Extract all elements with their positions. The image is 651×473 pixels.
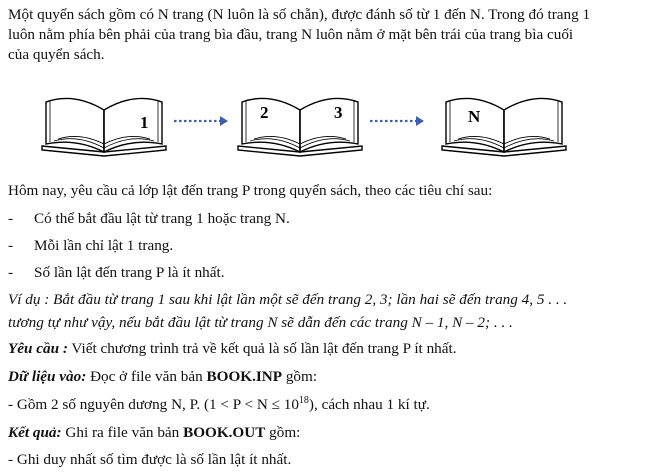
criteria-list-item	[8, 237, 173, 255]
input-detail-before: - Gồm 2 số nguyên dương N, P. (1 < P < N ≤ 10	[8, 396, 299, 413]
input-detail-after: ), cách nhau 1 kí tự.	[308, 396, 430, 413]
output-text-before: Ghi ra file văn bản	[61, 424, 184, 441]
bullet-dash: -	[8, 237, 14, 254]
task-lead: Hôm nay, yêu cầu cả lớp lật đến trang P trong quyển sách, theo các tiêu chí sau:	[8, 182, 493, 199]
dotted-arrow-icon	[370, 116, 424, 126]
input-text-after: gồm:	[282, 368, 318, 385]
dotted-arrow-icon	[174, 116, 228, 126]
open-book-icon	[238, 98, 362, 156]
output-filename: BOOK.OUT	[183, 424, 266, 441]
requirement-label: Yêu cầu :	[8, 340, 68, 357]
output-label: Kết quả:	[8, 424, 62, 441]
book-1-page-label: 1	[140, 113, 149, 132]
bullet-dash: -	[8, 210, 14, 227]
criteria-list-item	[8, 264, 225, 282]
criteria-list-item	[8, 210, 290, 228]
input-detail-line	[8, 396, 430, 414]
input-heading-line	[8, 368, 317, 386]
book-page-figure	[40, 88, 580, 158]
intro-line-2: luôn nằm phía bên phải của trang bìa đầu, trang N luôn nằm ở mặt bên trái của trang bìa cuối	[8, 26, 574, 43]
criteria-text: Mỗi lần chỉ lật 1 trang.	[34, 237, 174, 254]
book-3-page-label: N	[468, 107, 481, 126]
output-text-after: gồm:	[265, 424, 301, 441]
input-text-before: Đọc ở file văn bản	[86, 368, 207, 385]
example-line-1: Ví dụ : Bắt đầu từ trang 1 sau khi lật lần một sẽ đến trang 2, 3; lần hai sẽ đến trang 4, 5 . . .	[8, 291, 568, 308]
example-line-2: tương tự như vậy, nếu bắt đầu lật từ trang N sẽ dẫn đến các trang N – 1, N – 2; . . .	[8, 314, 513, 331]
requirement-line	[8, 340, 457, 358]
intro-line-1: Một quyển sách gồm có N trang (N luôn là số chẵn), được đánh số từ 1 đến N. Trong đó trang 1	[8, 6, 591, 23]
input-detail-exponent: 18	[298, 395, 309, 406]
book-2-left-page-label: 2	[260, 103, 269, 122]
input-filename: BOOK.INP	[206, 368, 283, 385]
requirement-text: Viết chương trình trả về kết quả là số lần lật đến trang P ít nhất.	[67, 340, 457, 357]
criteria-text: Có thể bắt đầu lật từ trang 1 hoặc trang N.	[34, 210, 290, 227]
intro-line-3: của quyển sách.	[8, 46, 105, 63]
criteria-text: Số lần lật đến trang P là ít nhất.	[34, 264, 225, 281]
open-book-icon	[442, 98, 566, 156]
bullet-dash: -	[8, 264, 14, 281]
output-detail-line: - Ghi duy nhất số tìm được là số lần lật ít nhất.	[8, 451, 292, 468]
output-heading-line	[8, 424, 300, 442]
book-2-right-page-label: 3	[334, 103, 343, 122]
input-label: Dữ liệu vào:	[8, 368, 87, 385]
